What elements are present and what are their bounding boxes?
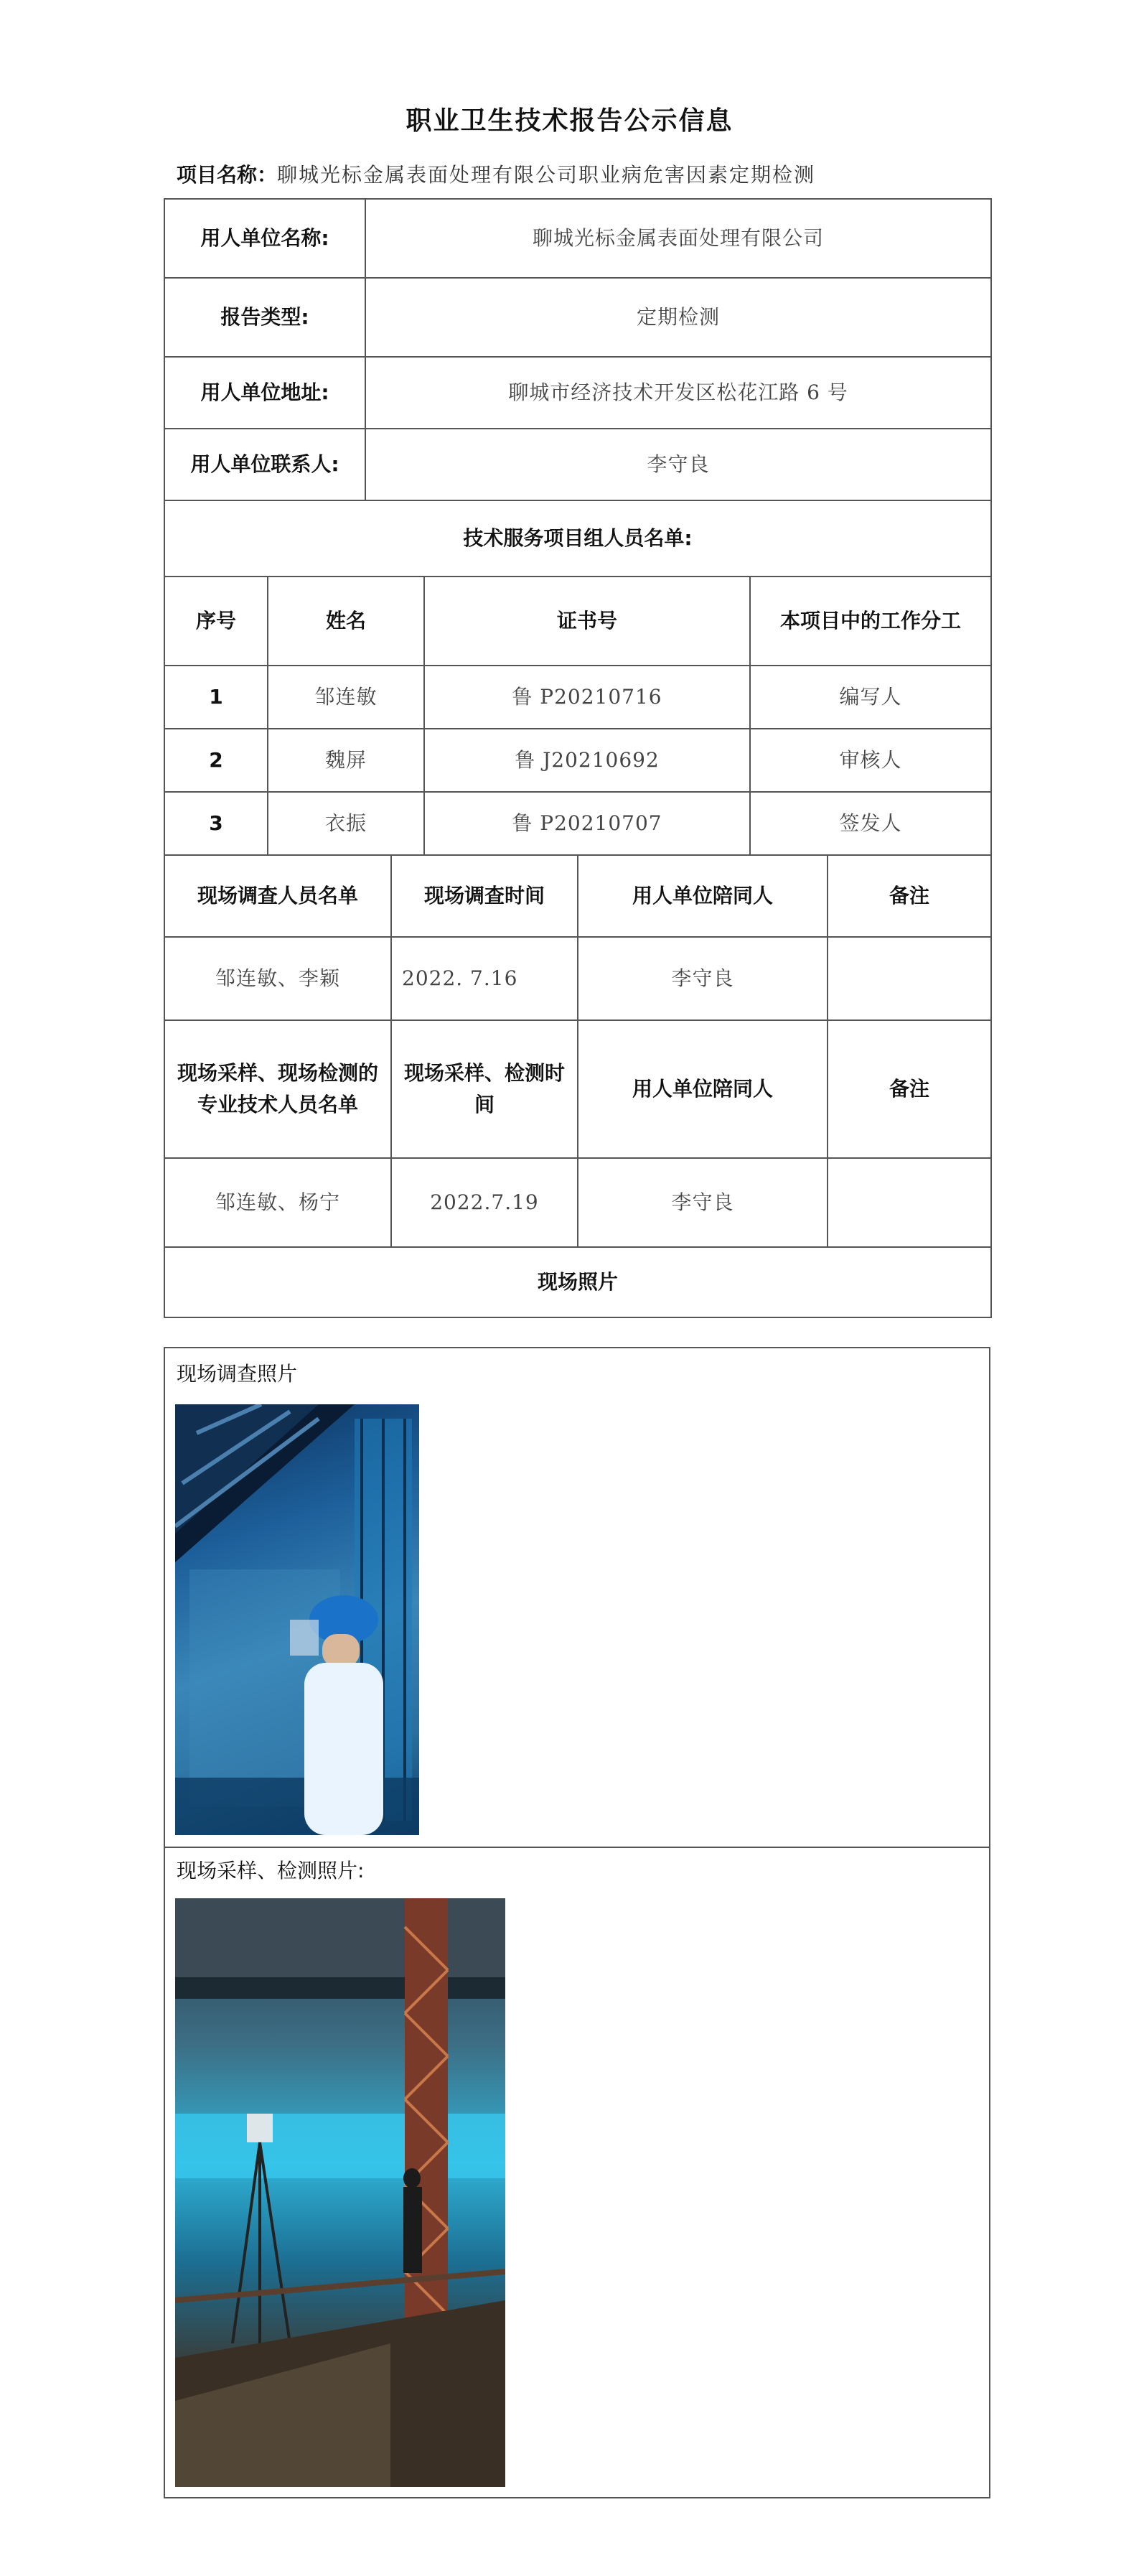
survey-photo-caption: 现场调查照片 [177, 1362, 298, 1386]
sampling-header-note: 备注 [828, 1020, 991, 1158]
header-name: 姓名 [268, 577, 424, 666]
survey-names: 邹连敏、李颖 [164, 937, 391, 1020]
row-no: 3 [164, 792, 268, 855]
team-table [164, 576, 992, 856]
photos-box [164, 1347, 990, 2498]
survey-header-note: 备注 [828, 855, 991, 937]
header-no: 序号 [164, 577, 268, 666]
address-label: 用人单位地址: [164, 357, 365, 429]
project-label: 项目名称： [177, 163, 278, 187]
row-name: 衣振 [268, 792, 424, 855]
row-cert: 鲁 P20210716 [424, 666, 750, 729]
table-row [164, 729, 991, 792]
row-cert: 鲁 J20210692 [424, 729, 750, 792]
row-cert: 鲁 P20210707 [424, 792, 750, 855]
header-cert: 证书号 [424, 577, 750, 666]
survey-header-companion: 用人单位陪同人 [578, 855, 828, 937]
photo-divider [165, 1847, 989, 1848]
row-no: 1 [164, 666, 268, 729]
table-row [164, 792, 991, 855]
report-type: 定期检测 [365, 278, 991, 357]
sampling-header-names: 现场采样、现场检测的专业技术人员名单 [164, 1020, 391, 1158]
row-name: 邹连敏 [268, 666, 424, 729]
table-row [164, 666, 991, 729]
sampling-header-time: 现场采样、检测时间 [391, 1020, 578, 1158]
sampling-names: 邹连敏、杨宁 [164, 1158, 391, 1247]
sampling-header-companion: 用人单位陪同人 [578, 1020, 828, 1158]
address: 聊城市经济技术开发区松花江路 6 号 [365, 357, 991, 429]
photos-heading: 现场照片 [164, 1247, 991, 1317]
report-type-label: 报告类型: [164, 278, 365, 357]
team-heading: 技术服务项目组人员名单: [164, 500, 991, 577]
survey-table [164, 854, 992, 1318]
header-role: 本项目中的工作分工 [750, 577, 991, 666]
employer-name-label: 用人单位名称: [164, 199, 365, 278]
row-role: 编写人 [750, 666, 991, 729]
survey-companion: 李守良 [578, 937, 828, 1020]
survey-time: 2022. 7.16 [391, 937, 578, 1020]
survey-photo-illustration [175, 1404, 419, 1835]
contact-label: 用人单位联系人: [164, 429, 365, 500]
sampling-companion: 李守良 [578, 1158, 828, 1247]
sampling-time: 2022.7.19 [391, 1158, 578, 1247]
employer-name: 聊城光标金属表面处理有限公司 [365, 199, 991, 278]
sampling-note [828, 1158, 991, 1247]
project-line [177, 159, 815, 188]
row-role: 审核人 [750, 729, 991, 792]
info-table [164, 198, 992, 577]
row-name: 魏屏 [268, 729, 424, 792]
page-title: 职业卫生技术报告公示信息 [406, 106, 733, 136]
row-role: 签发人 [750, 792, 991, 855]
survey-note [828, 937, 991, 1020]
survey-header-names: 现场调查人员名单 [164, 855, 391, 937]
row-no: 2 [164, 729, 268, 792]
sampling-photo-caption: 现场采样、检测照片: [177, 1859, 365, 1882]
project-name: 聊城光标金属表面处理有限公司职业病危害因素定期检测 [277, 163, 816, 187]
contact: 李守良 [365, 429, 991, 500]
sampling-photo [175, 1898, 505, 2487]
survey-photo [175, 1404, 419, 1835]
survey-header-time: 现场调查时间 [391, 855, 578, 937]
sampling-photo-illustration [175, 1898, 505, 2487]
